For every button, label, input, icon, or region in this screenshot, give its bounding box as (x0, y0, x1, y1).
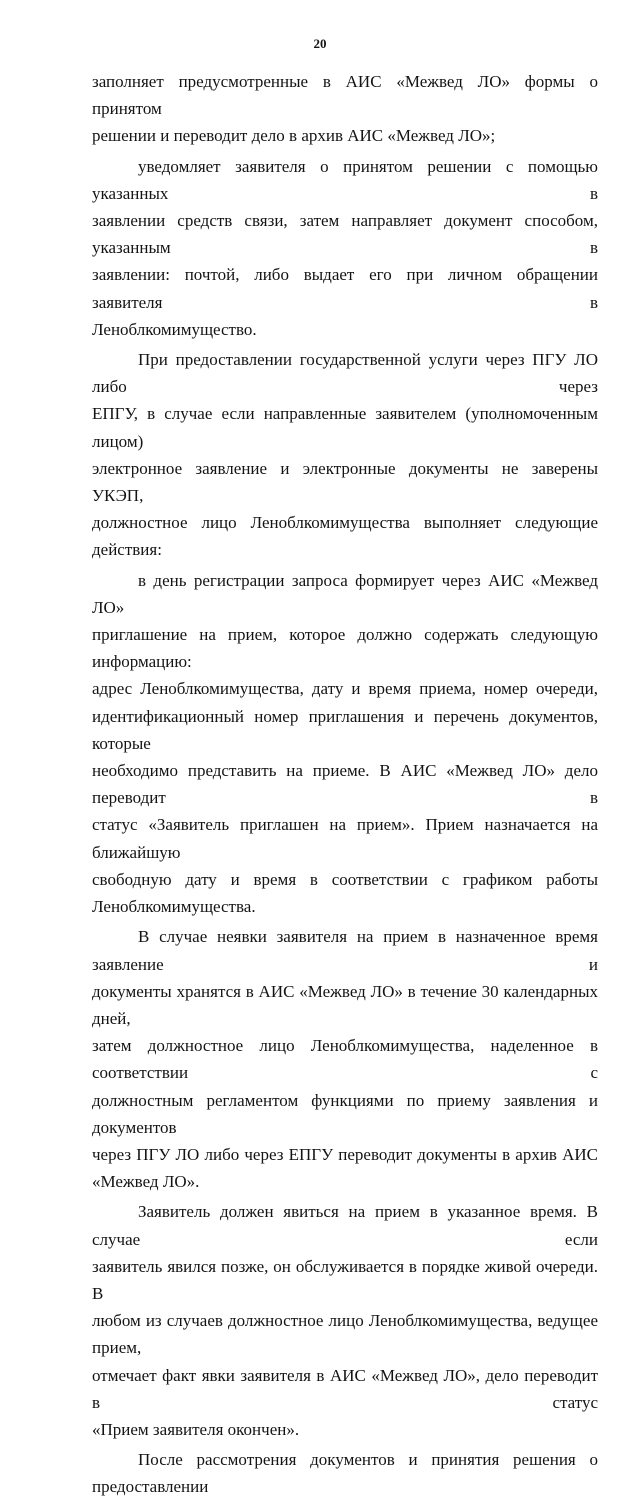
text-line: статус «Заявитель приглашен на прием». Прием назначается на ближайшую (92, 815, 598, 862)
text-line: «Межвед ЛО». (92, 1172, 200, 1192)
text-line: адрес Леноблкомимущества, дату и время приема, номер очереди, (92, 679, 598, 699)
text-line: При предоставлении государственной услуги через ПГУ ЛО либо через (92, 350, 598, 397)
paragraph-after-review (92, 1446, 598, 1500)
page-number: 20 (313, 36, 327, 51)
text-line: приглашение на прием, которое должно содержать следующую информацию: (92, 625, 598, 672)
text-line: должностным регламентом функциями по приему заявления и документов (92, 1090, 598, 1137)
text-line: необходимо представить на приеме. В АИС «Межвед ЛО» дело переводит в (92, 761, 598, 808)
text-line: ЕПГУ, в случае если направленные заявителем (уполномоченным лицом) (92, 404, 598, 451)
text-line: должностное лицо Леноблкомимущества выполняет следующие действия: (92, 513, 598, 560)
text-line: «Прием заявителя окончен». (92, 1419, 300, 1439)
paragraph-unsigned-documents (92, 346, 598, 564)
text-line: После рассмотрения документов и принятия решения о предоставлении (92, 1450, 598, 1497)
paragraph-notify-applicant (92, 153, 598, 343)
text-line: В случае неявки заявителя на прием в назначенное время заявление и (92, 927, 598, 974)
text-line: уведомляет заявителя о принятом решении с помощью указанных в (92, 156, 598, 203)
text-line: заявлении средств связи, затем направляет документ способом, указанным в (92, 211, 598, 258)
paragraph-archive-decision (92, 68, 598, 150)
text-line: решении и переводит дело в архив АИС «Межвед ЛО»; (92, 126, 496, 146)
text-line: отмечает факт явки заявителя в АИС «Межвед ЛО», дело переводит в статус (92, 1365, 598, 1412)
text-line: затем должностное лицо Леноблкомимущества, наделенное в соответствии с (92, 1036, 598, 1083)
text-line: через ПГУ ЛО либо через ЕПГУ переводит документы в архив АИС (92, 1144, 598, 1164)
text-line: идентификационный номер приглашения и перечень документов, которые (92, 706, 598, 753)
text-line: Заявитель должен явиться на прием в указанное время. В случае если (92, 1202, 598, 1249)
text-line: документы хранятся в АИС «Межвед ЛО» в течение 30 календарных дней, (92, 981, 598, 1028)
text-line: электронное заявление и электронные документы не заверены УКЭП, (92, 458, 598, 506)
text-line: заявлении: почтой, либо выдает его при личном обращении заявителя в (92, 265, 598, 312)
document-body (92, 68, 598, 1504)
text-line: Леноблкомимущества. (92, 897, 256, 917)
text-line: свободную дату и время в соответствии с графиком работы (92, 869, 598, 889)
paragraph-appointment-attendance (92, 1198, 598, 1443)
text-line: любом из случаев должностное лицо Леноблкомимущества, ведущее прием, (92, 1311, 598, 1358)
text-line: заполняет предусмотренные в АИС «Межвед ЛО» формы о принятом (92, 72, 598, 119)
paragraph-no-show (92, 923, 598, 1195)
paragraph-invitation (92, 567, 598, 921)
text-line: Леноблкомимущество. (92, 319, 257, 339)
text-line: заявитель явился позже, он обслуживается в порядке живой очереди. В (92, 1256, 598, 1303)
text-line: в день регистрации запроса формирует через АИС «Межвед ЛО» (92, 570, 598, 617)
